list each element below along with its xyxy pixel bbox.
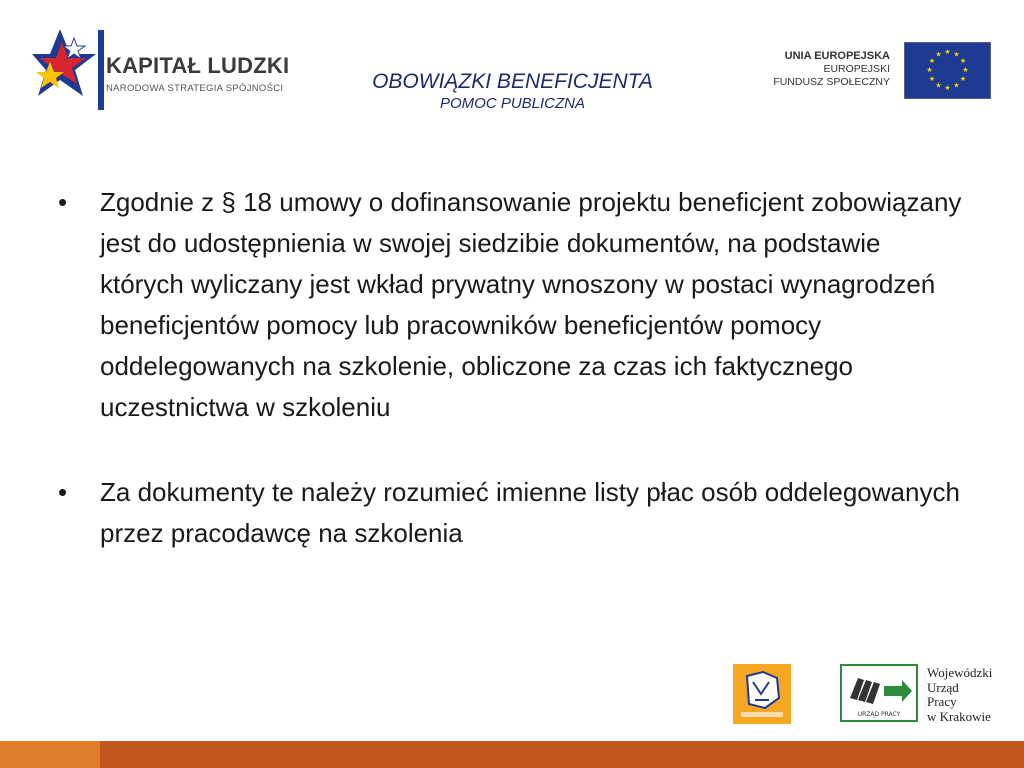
bullet-text: Za dokumenty te należy rozumieć imienne listy płac osób oddelegowanych przez pracodawcę na szkolenia	[100, 477, 960, 548]
malopolska-logo-icon	[733, 664, 791, 724]
wup-line: w Krakowie	[927, 708, 991, 724]
footer-bar	[0, 741, 1024, 768]
bullet-item	[58, 472, 968, 554]
eu-flag-icon	[904, 42, 991, 99]
slide-title-block	[300, 70, 725, 114]
svg-text:★: ★	[962, 66, 969, 74]
bullet-item	[58, 182, 968, 428]
wup-name-block	[927, 666, 992, 724]
wup-logo-icon	[840, 664, 918, 722]
svg-text:★: ★	[953, 81, 960, 90]
svg-text:★: ★	[953, 50, 960, 59]
slide-subtitle: POMOC PUBLICZNA	[439, 95, 586, 112]
kapital-ludzki-title: KAPITAŁ LUDZKI	[106, 53, 290, 78]
slide-content	[58, 182, 968, 598]
svg-text:★: ★	[928, 75, 936, 83]
bullet-text: Zgodnie z § 18 umowy o dofinansowanie projektu beneficjent zobowiązany jest do udostępnienia w swojej siedzibie dokumentów, na podstawie których wyliczany jest wkład prywatny wnoszony w postaci wynagrodzeń beneficjentów pomocy lub pracowników beneficjentów pomocy oddelegowanych na szkolenie, obliczone za czas ich faktycznego uczestnictwa w szkoleniu	[100, 187, 962, 422]
svg-text:★: ★	[935, 50, 942, 59]
eu-fund-label	[740, 50, 890, 89]
wup-badge-label: URZĄD PRACY	[857, 711, 901, 718]
footer-bar-accent	[0, 741, 100, 768]
svg-text:★: ★	[959, 57, 967, 65]
svg-text:★: ★	[944, 84, 951, 92]
wup-line: Urząd	[927, 679, 959, 695]
eu-label-line1: UNIA EUROPEJSKA	[784, 50, 890, 62]
bullet-marker: •	[58, 187, 68, 217]
eu-label-line3: FUNDUSZ SPOŁECZNY	[773, 76, 890, 88]
bullet-marker: •	[58, 477, 68, 507]
svg-text:★: ★	[935, 81, 942, 90]
kapital-ludzki-subtitle: NARODOWA STRATEGIA SPÓJNOŚCI	[106, 83, 284, 94]
svg-text:★: ★	[959, 75, 967, 83]
svg-text:★: ★	[944, 48, 951, 56]
slide-title: OBOWIĄZKI BENEFICJENTA	[372, 70, 653, 93]
svg-text:★: ★	[926, 66, 933, 74]
svg-text:★: ★	[928, 57, 936, 65]
wup-line: Wojewódzki	[927, 665, 993, 680]
wup-line: Pracy	[927, 694, 957, 709]
eu-label-line2: EUROPEJSKI	[823, 63, 890, 75]
